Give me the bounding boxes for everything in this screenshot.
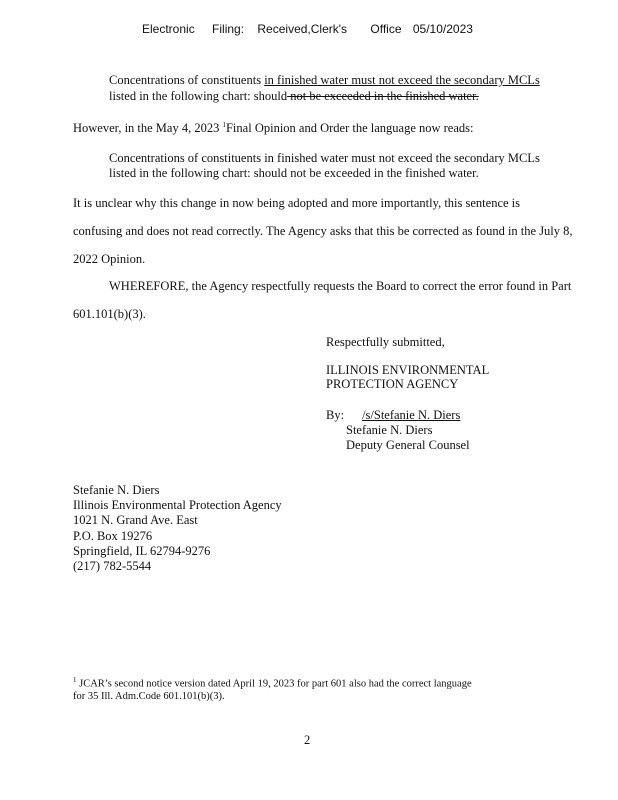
org-line1: ILLINOIS ENVIRONMENTAL [326,363,490,377]
signer-title: Deputy General Counsel [346,438,470,452]
quote2-line2 [109,166,479,181]
quote1-inserted-text: in finished water must not exceed the secondary MCLs [264,73,540,87]
para2-line1: It is unclear why this change in now being adopted and more importantly, this sentence is [73,196,520,210]
para2-line2 [73,224,573,239]
para1 [73,121,474,136]
stamp-filing: Filing: [212,22,245,36]
para3-line2: 601.101(b)(3). [73,307,146,321]
page-number: 2 [304,733,311,747]
stamp-office: Office [370,22,402,36]
address-name: Stefanie N. Diers [73,483,160,497]
org-line2: PROTECTION AGENCY [326,377,459,391]
para3-text-a: WHEREFORE, the Agency respectfully requests the Board [109,279,410,293]
by-line [326,408,460,423]
para2-text-a: confusing and does not read correctly. The Agency asks that [73,224,377,238]
quote2-text-b: in finished water must not exceed the secondary MCLs [264,151,540,165]
by-label: By: [326,408,345,422]
stamp-date: 05/10/2023 [412,22,473,36]
address-pobox: P.O. Box 19276 [73,529,153,543]
by-signature: /s/Stefanie N. Diers [362,408,461,422]
stamp-electronic: Electronic [142,22,195,36]
para2-text-c: as found in the July 8, [459,224,573,238]
para1-text-b: Final [225,121,252,136]
address-street: 1021 N. Grand Ave. East [73,513,198,527]
quote1-deleted-text: not be exceeded in the finished water. [287,89,479,103]
quote2-text-c: listed in the following chart: [109,166,254,180]
para1-text-c: Opinion and Order the language now reads: [251,121,474,136]
footnote-line2: for 35 Ill. Adm.Code 601.101(b)(3). [73,691,225,702]
signer-name: Stefanie N. Diers [346,423,433,437]
para3-line1 [109,279,571,294]
footnote-text-1: JCAR’s second notice version dated April 19, 2023 for part 601 also had the correct language [76,678,472,690]
address-city: Springfield, IL 62794-9276 [73,544,211,558]
para1-text-a: However, in the May 4, 2023 [73,121,223,136]
stamp-received: Received,Clerk's [257,22,348,36]
quote2-text-d: should not be exceeded in the finished water. [253,166,479,180]
address-org: Illinois Environmental Protection Agency [73,498,282,512]
closing: Respectfully submitted, [326,335,445,349]
quote1-text-2: listed in the following chart: [109,89,254,103]
quote1-text: Concentrations of constituents [109,73,265,87]
quote2-line1 [109,151,540,166]
footnote-marker: 1 [73,676,77,684]
para3-text-b: to correct the error found in Part [409,279,572,293]
quote2-text-a: Concentrations of constituents [109,151,265,165]
quote1-line1 [109,73,540,88]
filing-stamp [142,22,473,36]
quote1-line2 [109,89,479,104]
quote1-should: should [253,89,288,103]
footnote-ref: 1 [222,121,226,129]
para2-line3: 2022 Opinion. [73,252,146,266]
address-phone: (217) 782-5544 [73,559,152,573]
footnote-line1 [73,676,472,690]
para2-text-b: this be corrected [376,224,459,238]
